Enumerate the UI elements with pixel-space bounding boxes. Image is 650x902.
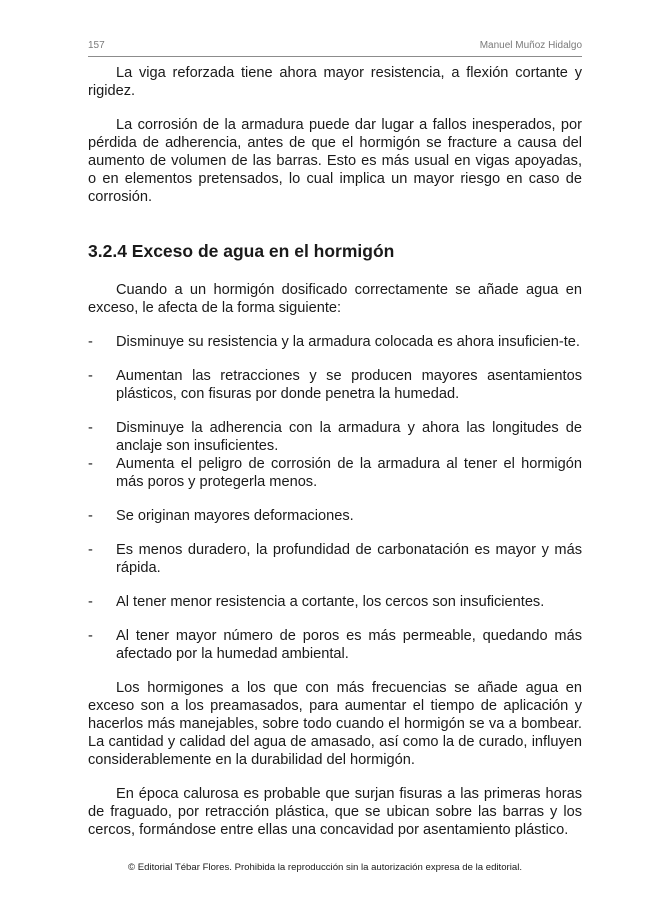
list-item (88, 455, 582, 491)
list-item-text: Disminuye su resistencia y la armadura colocada es ahora insuficien-te. (116, 334, 580, 350)
section-intro: Cuando a un hormigón dosificado correctamente se añade agua en exceso, le afecta de la forma siguiente: (88, 282, 582, 316)
effects-list (88, 333, 582, 663)
list-dash: - (88, 508, 93, 524)
list-dash: - (88, 628, 93, 644)
paragraph: La viga reforzada tiene ahora mayor resistencia, a flexión cortante y rigidez. (88, 65, 582, 99)
copyright-footer: © Editorial Tébar Flores. Prohibida la reproducción sin la autorización expresa de la editorial. (127, 862, 523, 873)
paragraph: La corrosión de la armadura puede dar lugar a fallos inesperados, por pérdida de adherencia, antes de que el hormigón se fracture a causa del aumento de volumen de las barras. Esto es más usual en vigas apoyadas, o en elementos pretensados, lo cual implica un mayor riesgo en caso de corrosión. (88, 117, 582, 205)
list-item (88, 367, 582, 403)
page-body (88, 64, 582, 855)
list-item (88, 627, 582, 663)
list-item (88, 333, 582, 351)
list-item (88, 419, 582, 455)
paragraph: En época calurosa es probable que surjan fisuras a las primeras horas de fraguado, por retracción plástica, que se ubican sobre las barras y los cercos, formándose entre ellas una concavidad por asentamiento plástico. (88, 786, 582, 838)
page-number: 157 (88, 40, 105, 51)
list-item-text: Al tener mayor número de poros es más permeable, quedando más afectado por la humedad ambiental. (116, 628, 582, 662)
list-item (88, 541, 582, 577)
list-dash: - (88, 368, 93, 384)
author-name: Manuel Muñoz Hidalgo (479, 40, 582, 51)
list-item-text: Se originan mayores deformaciones. (116, 508, 354, 524)
list-item (88, 593, 582, 611)
list-dash: - (88, 456, 93, 472)
list-dash: - (88, 334, 93, 350)
list-item-text: Aumenta el peligro de corrosión de la armadura al tener el hormigón más poros y protegerla menos. (116, 456, 582, 490)
paragraph: Los hormigones a los que con más frecuencias se añade agua en exceso son a los preamasados, para aumentar el tiempo de aplicación y hacerlos más manejables, sobre todo cuando el hormigón se va a bombear. La cantidad y calidad del agua de amasado, así como la de curado, influyen considerablemente en la durabilidad del hormigón. (88, 680, 582, 768)
list-item (88, 507, 582, 525)
list-item-text: Al tener menor resistencia a cortante, los cercos son insuficientes. (116, 594, 545, 610)
section-heading: 3.2.4 Exceso de agua en el hormigón (88, 241, 395, 261)
list-item-text: Aumentan las retracciones y se producen mayores asentamientos plásticos, con fisuras por donde penetra la humedad. (116, 368, 582, 402)
list-dash: - (88, 542, 93, 558)
list-item-text: Es menos duradero, la profundidad de carbonatación es mayor y más rápida. (116, 542, 582, 576)
list-dash: - (88, 420, 93, 436)
page-header (88, 38, 582, 57)
list-item-text: Disminuye la adherencia con la armadura y ahora las longitudes de anclaje son insuficientes. (116, 420, 582, 454)
list-dash: - (88, 594, 93, 610)
